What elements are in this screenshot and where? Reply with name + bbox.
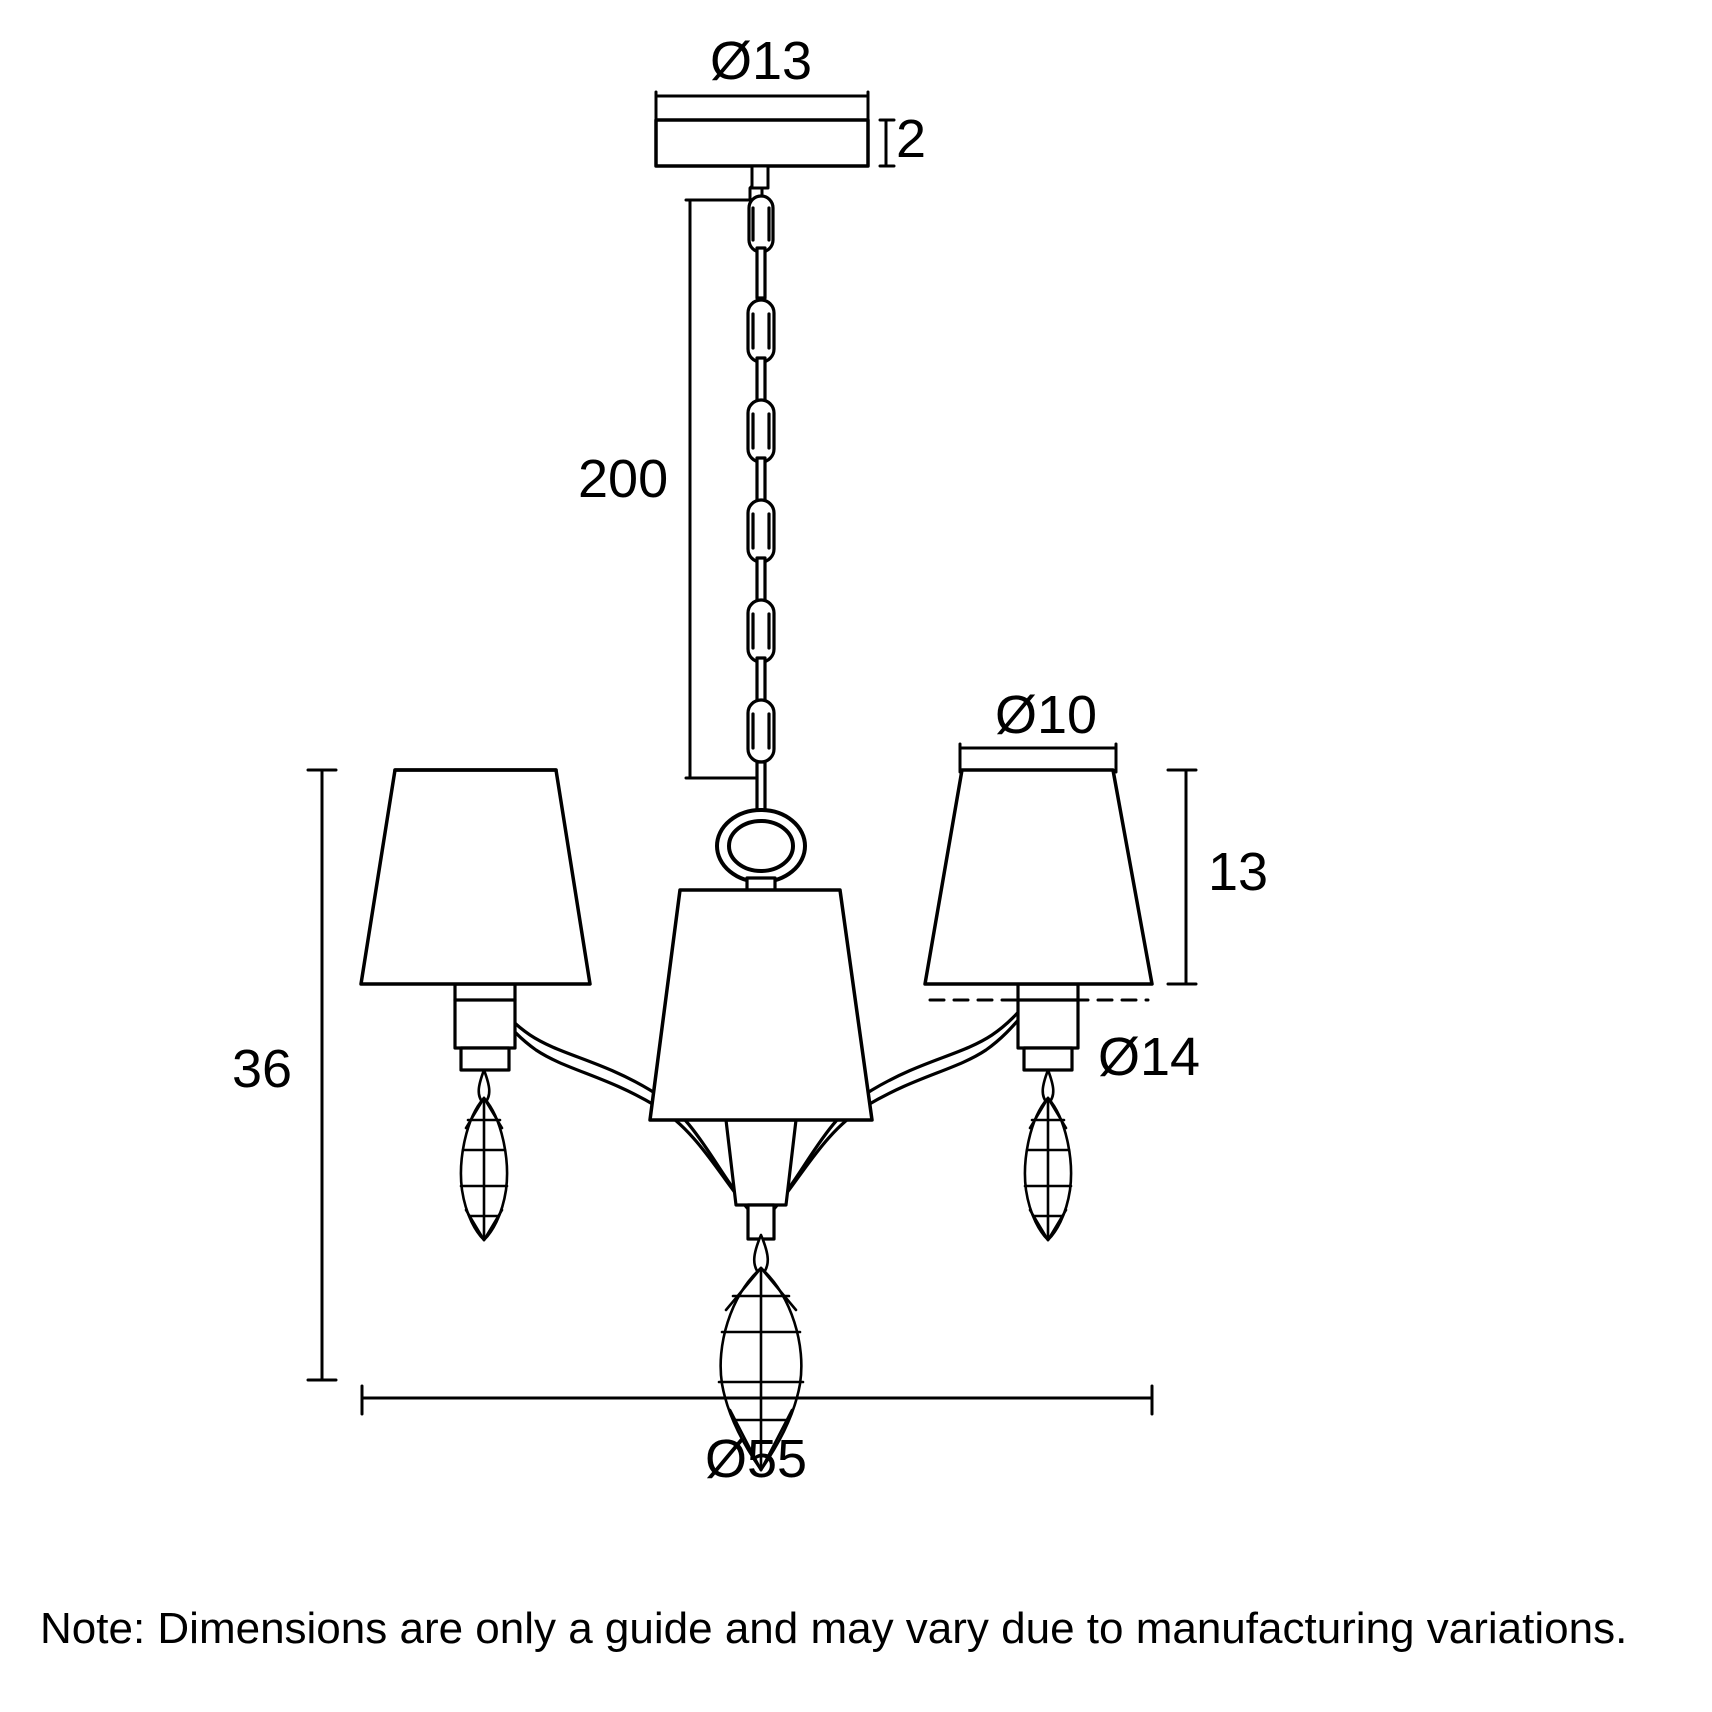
crystal-left xyxy=(461,1070,507,1240)
canopy xyxy=(656,120,868,166)
socket-center xyxy=(726,1120,796,1239)
dim-label-overall-diameter: Ø55 xyxy=(705,1429,808,1489)
dim-shade-top xyxy=(960,744,1116,772)
chain xyxy=(748,196,774,818)
dim-canopy-height xyxy=(880,120,894,166)
dim-overall-height xyxy=(308,770,336,1380)
manufacturing-note: Note: Dimensions are only a guide and may vary due to manufacturing variations. xyxy=(40,1604,1628,1653)
dim-label-chain-length: 200 xyxy=(578,449,669,509)
dim-label-shade-height: 13 xyxy=(1208,842,1269,902)
dim-chain-length xyxy=(686,200,760,778)
shade-center xyxy=(650,890,872,1120)
dim-label-canopy-diameter: Ø13 xyxy=(710,31,813,91)
dim-label-canopy-height: 2 xyxy=(896,109,927,169)
socket-left xyxy=(455,984,515,1070)
socket-right xyxy=(1018,984,1078,1070)
dim-label-shade-top-diameter: Ø10 xyxy=(995,685,1098,745)
dim-label-shade-bottom-diameter: Ø14 xyxy=(1098,1027,1201,1087)
crystal-right xyxy=(1025,1070,1071,1240)
dim-shade-height xyxy=(1168,770,1196,984)
suspension-ring xyxy=(717,810,805,882)
shade-left xyxy=(361,770,590,984)
shade-right xyxy=(925,770,1152,984)
dim-label-overall-height: 36 xyxy=(232,1039,293,1099)
